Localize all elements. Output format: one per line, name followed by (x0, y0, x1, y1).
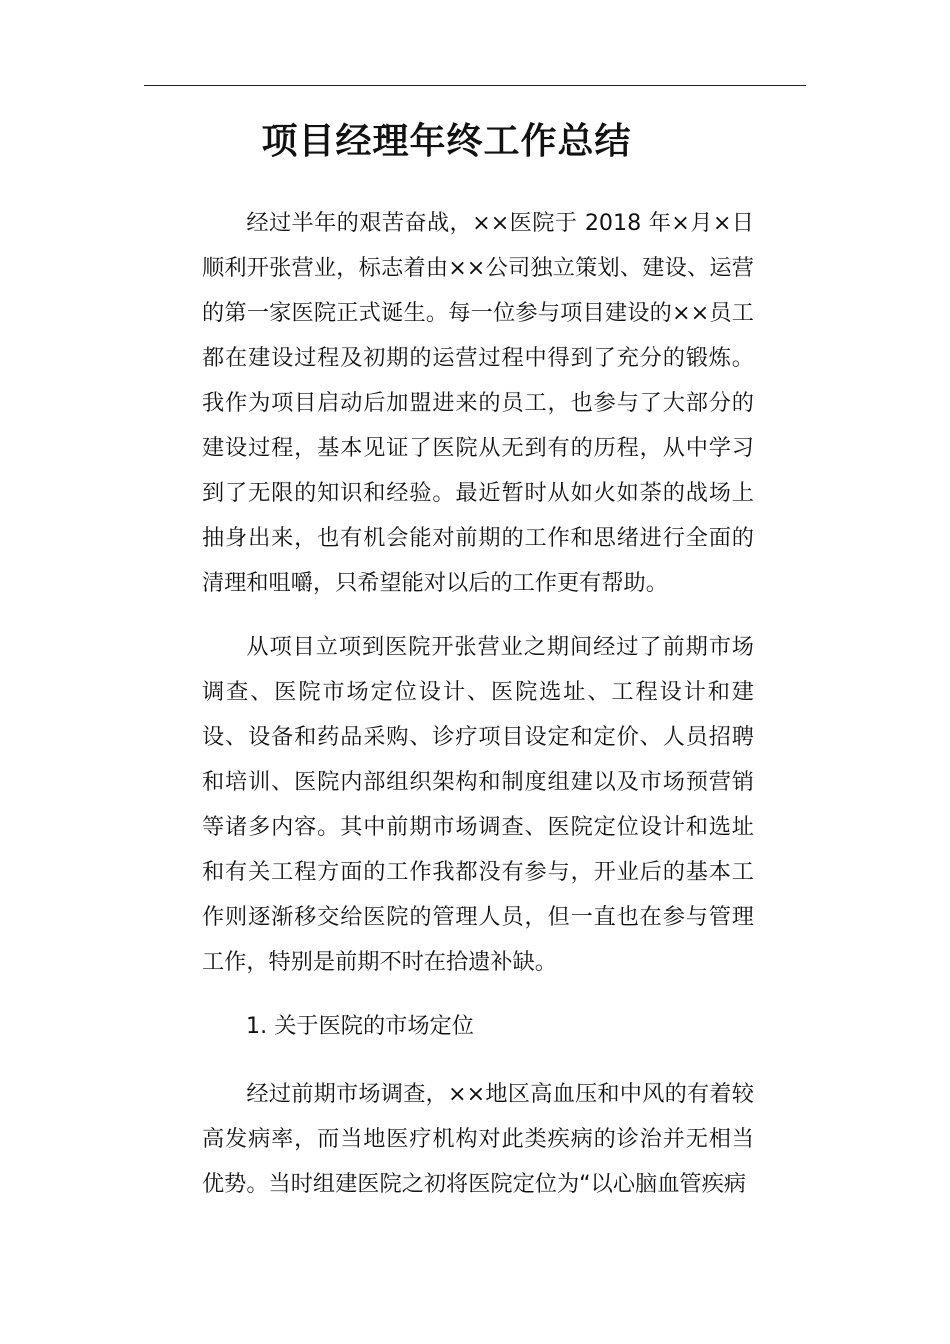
paragraph-market-positioning: 经过前期市场调查，××地区高血压和中风的有着较高发病率，而当地医疗机构对此类疾病的诊治并无相当优势。当时组建医院之初将医院定位为“以心脑血管疾病 (202, 1081, 754, 1197)
paragraph-project-process: 从项目立项到医院开张营业之期间经过了前期市场调查、医院市场定位设计、医院选址、工程设计和建设、设备和药品采购、诊疗项目设定和定价、人员招聘和培训、医院内部组织架构和制度组建以及市场预营销等诸多内容。其中前期市场调查、医院定位设计和选址和有关工程方面的工作我都没有参与，开业后的基本工作则逐渐移交给医院的管理人员，但一直也在参与管理工作，特别是前期不时在拾遗补缺。 (202, 634, 754, 975)
document-title: 项目经理年终工作总结 (261, 121, 632, 162)
header-rule (144, 85, 806, 86)
paragraph-intro: 经过半年的艰苦奋战，××医院于 2018 年×月×日顺利开张营业，标志着由××公司独立策划、建设、运营的第一家医院正式诞生。每一位参与项目建设的××员工都在建设过程及初期的运营过程中得到了充分的锻炼。我作为项目启动后加盟进来的员工，也参与了大部分的建设过程，基本见证了医院从无到有的历程，从中学习到了无限的知识和经验。最近暂时从如火如荼的战场上抽身出来，也有机会能对前期的工作和思绪进行全面的清理和咀嚼，只希望能对以后的工作更有帮助。 (202, 210, 754, 596)
section-heading-market-positioning: 1. 关于医院的市场定位 (246, 1013, 474, 1039)
